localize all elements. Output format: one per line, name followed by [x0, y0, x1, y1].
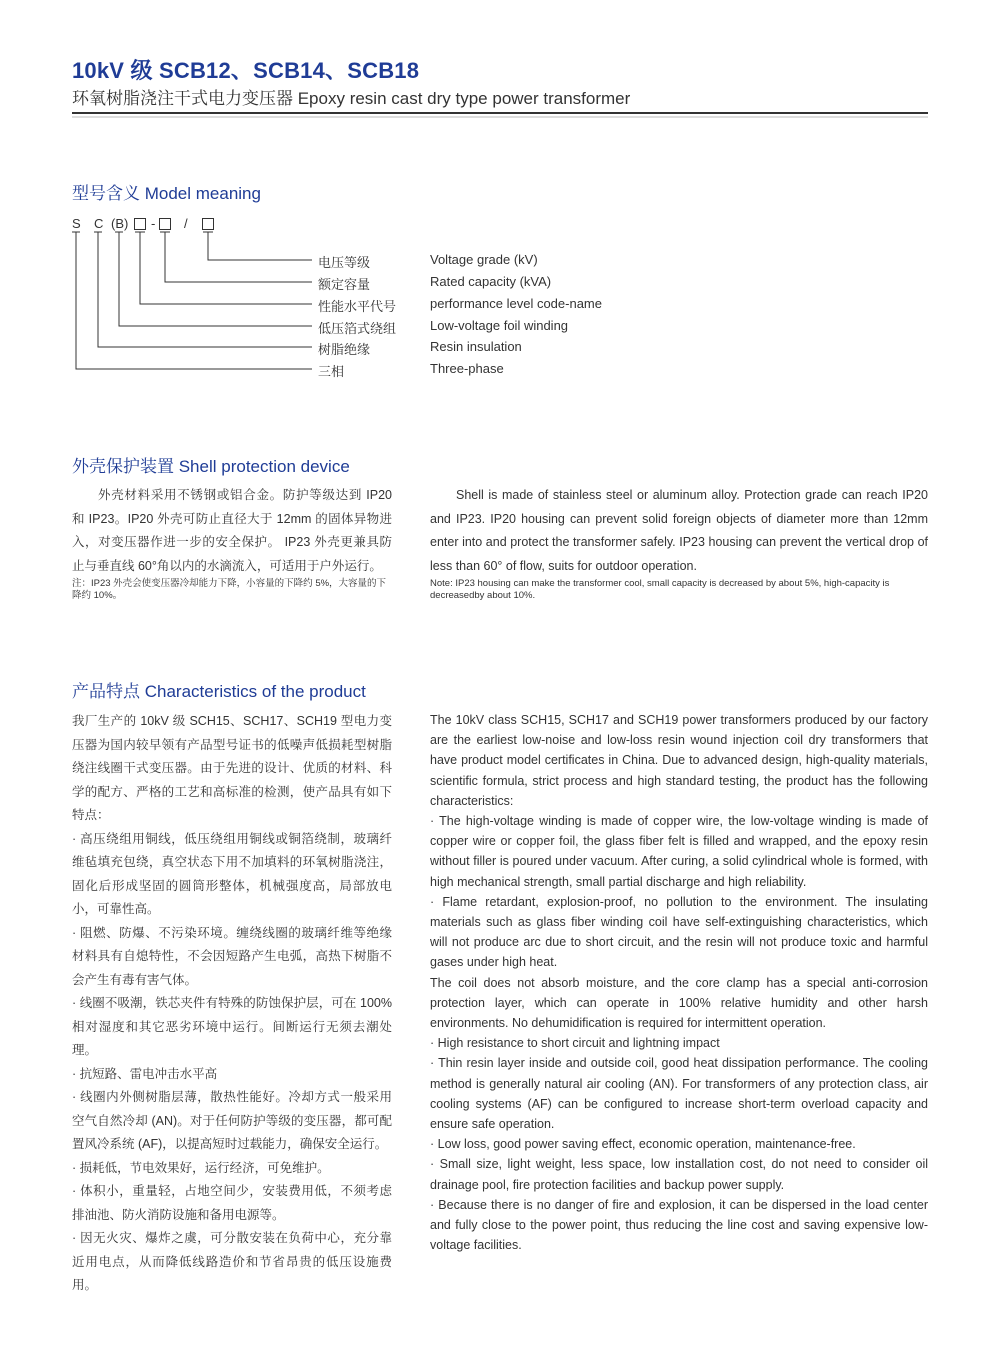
leader-performance — [140, 232, 312, 304]
shell-protection-cn-text: 外壳材料采用不锈钢或铝合金。防护等级达到 IP20 和 IP23。IP20 外壳可防止直径大于 12mm 的固体异物进入，对变压器作进一步的安全保护。 IP23 外壳更兼具防止与垂直线 60°角以内的水滴流入，可适用于户外运行。 — [72, 488, 392, 573]
shell-protection-cn-note: 注：IP23 外壳会使变压器冷却能力下降，小容量的下降约 5%，大容量的下降约 10%。 — [72, 578, 387, 601]
characteristics-cn-item: · 线圈不吸潮，铁芯夹件有特殊的防蚀保护层，可在 100% 相对湿度和其它恶劣环境中运行。间断运行无须去潮处理。 — [72, 996, 392, 1057]
meaning-en-three-phase: Three-phase — [430, 361, 504, 376]
characteristics-cn-item: · 损耗低，节电效果好，运行经济，可免维护。 — [72, 1160, 330, 1175]
shell-protection-heading: 外壳保护装置 Shell protection device — [72, 457, 350, 476]
code-slash: / — [184, 216, 188, 231]
characteristics-cn-item: · 高压绕组用铜线，低压绕组用铜线或铜箔绕制，玻璃纤维毡填充包绕，真空状态下用不加填料的环氧树脂浇注，固化后形成坚固的圆筒形整体，机械强度高，局部放电小，可靠性高。 — [72, 831, 392, 916]
characteristics-cn-intro: 我厂生产的 10kV 级 SCH15、SCH17、SCH19 型电力变压器为国内较早领有产品型号证书的低噪声低损耗型树脂绕注线圈干式变压器。由于先进的设计、优质的材料、科学的配方、严格的工艺和高标准的检测，使产品具有如下特点： — [72, 714, 392, 822]
characteristics-en-item: · Small size, light weight, less space, low installation cost, do not need to consider oil drainage pool, fire protection facilities and backup power supply. — [430, 1157, 928, 1192]
characteristics-en-item: The coil does not absorb moisture, and the core clamp has a special anti-corrosion protection layer, which can operate in 100% relative humidity and other harsh environments. No dehumidification is required for intermittent operation. — [430, 975, 928, 1031]
meaning-en-rated-capacity: Rated capacity (kVA) — [430, 274, 552, 289]
meaning-en-voltage-grade: Voltage grade (kV) — [430, 252, 538, 267]
characteristics-en-item: · High resistance to short circuit and lightning impact — [430, 1036, 720, 1051]
characteristics-cn-item: · 抗短路、雷电冲击水平高 — [72, 1066, 218, 1081]
characteristics-cn-item: · 体积小，重量轻，占地空间少，安装费用低，不须考虑排油池、防火消防设施和备用电源等。 — [72, 1184, 392, 1222]
characteristics-en-item: · Low loss, good power saving effect, economic operation, maintenance-free. — [430, 1137, 856, 1152]
leader-three-phase — [76, 232, 312, 369]
characteristics-heading: 产品特点 Characteristics of the product — [72, 682, 366, 701]
page-title: 10kV 级 SCB12、SCB14、SCB18 — [72, 58, 420, 83]
meaning-cn-rated-capacity: 额定容量 — [318, 277, 371, 292]
code-dash: - — [151, 216, 156, 231]
meaning-cn-performance: 性能水平代号 — [318, 299, 397, 314]
code-b: (B) — [111, 216, 129, 231]
characteristics-cn-item: · 阻燃、防爆、不污染环境。缠绕线圈的玻璃纤维等绝缘材料具有自熄特性，不会因短路产生电弧，高热下树脂不会产生有毒有害气体。 — [72, 925, 392, 987]
page-subtitle: 环氧树脂浇注干式电力变压器 Epoxy resin cast dry type power transformer — [72, 89, 631, 108]
meaning-en-foil-winding: Low-voltage foil winding — [430, 318, 569, 333]
characteristics-en-item: · The high-voltage winding is made of copper wire, the low-voltage winding is made of copper wire or copper foil, the glass fiber felt is filled and wrapped, and the epoxy resin without filler is poured under vacuum. After curing, a solid cylindrical whole is formed, with high mechanical strength, small partial discharge and high reliability. — [430, 814, 928, 889]
characteristics-en-item: · Flame retardant, explosion-proof, no pollution to the environment. The insulating materials such as glass fiber winding coil have self-extinguishing characteristics, which will not produce arc due to short circuit, and the resin will not produce toxic and harmful gases under high heat. — [430, 894, 928, 970]
meaning-cn-foil-winding: 低压箔式绕组 — [318, 321, 397, 336]
meaning-cn-voltage-grade: 电压等级 — [318, 255, 371, 270]
characteristics-cn-column — [72, 710, 392, 1298]
code-s: S — [72, 216, 81, 231]
leader-foil-winding — [119, 232, 312, 326]
leader-resin-insulation — [98, 232, 312, 347]
meaning-en-performance: performance level code-name — [430, 296, 602, 311]
characteristics-en-item: · Because there is no danger of fire and explosion, it can be dispersed in the load center and fully close to the power point, thus reducing the line cost and saving expensive low-voltage facilities. — [430, 1197, 928, 1253]
characteristics-cn-item: · 线圈内外侧树脂层薄，散热性能好。冷却方式一般采用空气自然冷却 (AN)。对于任何防护等级的变压器，都可配置风冷系统 (AF)，以提高短时过载能力，确保安全运行。 — [72, 1090, 392, 1151]
shell-protection-en-text: Shell is made of stainless steel or aluminum alloy. Protection grade can reach IP20 and IP23. IP20 housing can prevent solid foreign objects of diameter more than 12mm enter into and protect the transformer safely. IP23 housing can prevent the vertical drop of less than 60° of flow, suits for outdoor operation. — [430, 488, 928, 573]
characteristics-en-column — [430, 710, 928, 1255]
meaning-cn-three-phase: 三相 — [318, 364, 345, 379]
shell-protection-cn-block — [72, 484, 392, 602]
meaning-cn-resin-insulation: 树脂绝缘 — [318, 342, 371, 357]
shell-protection-en-block — [430, 484, 928, 602]
model-meaning-heading: 型号含义 Model meaning — [72, 184, 261, 203]
characteristics-en-intro: The 10kV class SCH15, SCH17 and SCH19 power transformers produced by our factory are the earliest low-noise and low-loss resin wound injection coil dry transformers that have product model certificates in China. Due to advanced design, high-quality materials, scientific formula, strict process and high standard testing, the product has the following characteristics: — [430, 713, 928, 808]
leader-rated-capacity — [165, 232, 312, 282]
code-c: C — [94, 216, 104, 231]
characteristics-cn-item: · 因无火灾、爆炸之虞，可分散安装在负荷中心，充分靠近用电点，从而降低线路造价和节省昂贵的低压设施费用。 — [72, 1231, 392, 1292]
shell-protection-en-note: Note: IP23 housing can make the transformer cool, small capacity is decreased by about 5%, high-capacity is decreasedby about 10%. — [430, 578, 890, 601]
meaning-en-resin-insulation: Resin insulation — [430, 339, 522, 354]
characteristics-en-item: · Thin resin layer inside and outside coil, good heat dissipation performance. The cooling method is generally natural air cooling (AN). For transformers of any protection class, air cooling systems (AF) can be configured to increase short-term overload capacity and ensure safe operation. — [430, 1056, 928, 1132]
leader-voltage-grade — [208, 232, 312, 260]
